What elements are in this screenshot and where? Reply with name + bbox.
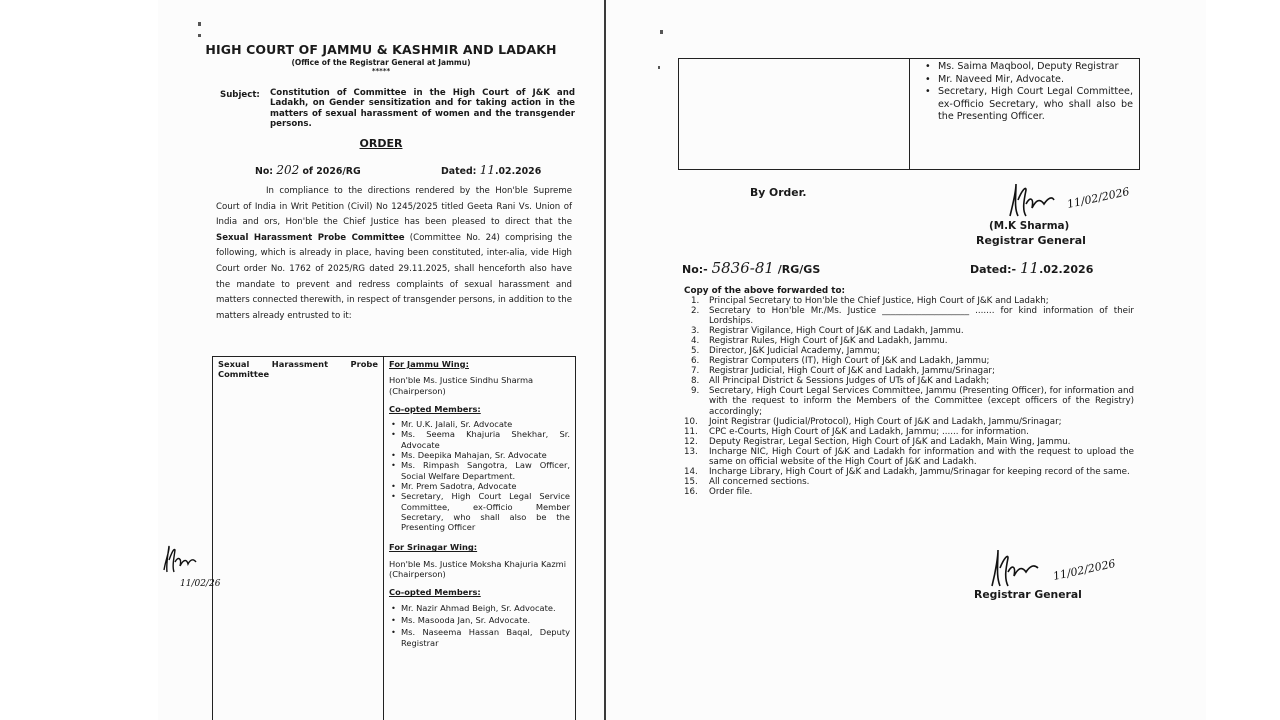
order-no-prefix: No: <box>255 166 274 177</box>
item-text: Registrar Judicial, High Court of J&K and Ladakh, Jammu/Srinagar; <box>709 366 995 377</box>
continued-empty-cell <box>679 59 910 170</box>
item-text: Order file. <box>709 486 753 497</box>
endorsement-no-suffix: /RG/GS <box>777 263 821 276</box>
list-item: • Mr. Naveed Mir, Advocate. <box>938 74 1133 87</box>
margin-initial-date: 11/02/26 <box>180 579 221 589</box>
list-item <box>684 447 1134 467</box>
item-text: Director, J&K Judicial Academy, Jammu; <box>709 346 881 357</box>
item-number: 12. <box>684 436 698 447</box>
item-number: 16. <box>684 486 698 497</box>
item-text: Registrar Rules, High Court of J&K and Ladakh, Jammu. <box>709 336 948 347</box>
list-item: • Secretary, High Court Legal Service Committee, ex-Officio Member Secretary, who shall also be the Presenting Officer <box>401 491 570 532</box>
list-item: • Ms. Masooda Jan, Sr. Advocate. <box>401 615 570 625</box>
signature-date: 11/02/2026 <box>1065 185 1131 211</box>
item-number: 8. <box>691 376 700 387</box>
order-body-paragraph <box>216 184 572 324</box>
item-text: Deputy Registrar, Legal Section, High Court of J&K and Ladakh, Main Wing, Jammu. <box>709 436 1071 447</box>
committee-table <box>212 356 576 720</box>
endorsement-date <box>970 259 1093 277</box>
signature-date-2: 11/02/2026 <box>1051 557 1117 583</box>
coopted-heading-jammu: Co-opted Members: <box>389 403 481 414</box>
stars-separator: ***** <box>371 67 391 75</box>
list-item <box>684 366 1134 376</box>
item-text: All Principal District & Sessions Judges of UTs of J&K and Ladakh; <box>709 376 990 387</box>
item-text: Incharge Library, High Court of J&K and Ladakh, Jammu/Srinagar for keeping record of the same. <box>709 466 1130 477</box>
list-item <box>684 477 1134 487</box>
srinagar-member-list <box>389 603 570 648</box>
copy-forwarded-heading: Copy of the above forwarded to: <box>684 286 846 296</box>
list-item <box>684 306 1134 326</box>
committee-name-cell <box>213 357 384 720</box>
list-item: • Ms. Seema Khajuria Shekhar, Sr. Advocate <box>401 429 570 450</box>
item-number: 1. <box>691 296 700 306</box>
item-number: 6. <box>691 356 700 367</box>
scan-speck <box>198 22 201 26</box>
scan-speck <box>660 30 663 34</box>
item-number: 7. <box>691 366 700 377</box>
subject-text: Constitution of Committee in the High Court of J&K and Ladakh, on Gender sensitization and for taking action in the matters of sexual harassment of women and the transgender persons. <box>270 88 575 130</box>
dated-prefix: Dated: <box>441 166 477 177</box>
order-page-2 <box>606 0 1206 720</box>
recipient-list <box>684 296 1134 497</box>
item-number: 11. <box>684 426 698 437</box>
office-subtitle: (Office of the Registrar General at Jammu) <box>291 58 471 67</box>
para-committee-name: Sexual Harassment Probe Committee <box>216 232 405 243</box>
subject-label: Subject: <box>220 90 260 100</box>
list-item: • Mr. U.K. Jalali, Sr. Advocate <box>401 419 570 429</box>
scan-speck <box>658 66 660 69</box>
para-text-2: (Committee No. 24) comprising the following, which is already in place, having been constituted, inter-alia, vide High Court order No. 1762 of 2025/RG dated 29.11.2025, shall henceforth also have the mandate to prevent and redress complaints of sexual harassment and matters connected therewith, in respect of transgender persons, in addition to the matters already entrusted to it: <box>216 232 572 321</box>
jammu-chairperson: Hon'ble Ms. Justice Sindhu Sharma (Chairperson) <box>389 375 534 396</box>
list-item <box>684 376 1134 386</box>
order-no-handwritten: 202 <box>276 163 300 177</box>
endorsement-dated-prefix: Dated:- <box>970 263 1017 276</box>
item-number: 10. <box>684 416 698 427</box>
item-number: 3. <box>691 326 700 337</box>
list-item <box>684 487 1134 497</box>
endorsement-dated-handwritten: 11 <box>1019 259 1040 277</box>
list-item: • Mr. Prem Sadotra, Advocate <box>401 481 570 491</box>
endorsement-no-handwritten: 5836-81 <box>711 259 774 277</box>
endorsement-number <box>682 259 820 277</box>
dated-handwritten: 11 <box>479 163 495 177</box>
item-number: 9. <box>691 386 700 397</box>
list-item: • Mr. Nazir Ahmad Beigh, Sr. Advocate. <box>401 603 570 613</box>
coopted-heading-srinagar: Co-opted Members: <box>389 587 481 598</box>
item-text: Secretary to Hon'ble Mr./Ms. Justice ____________________ ....... for kind information of their Lordships. <box>709 306 1134 327</box>
committee-members-cell <box>384 357 576 720</box>
list-item <box>684 386 1134 416</box>
item-text: All concerned sections. <box>709 476 810 487</box>
registrar-name: (M.K Sharma) <box>989 220 1070 232</box>
srinagar-chairperson: Hon'ble Ms. Justice Moksha Khajuria Kazmi (Chairperson) <box>389 558 567 580</box>
list-item: • Secretary, High Court Legal Committee, ex-Officio Secretary, who shall also be the Presenting Officer. <box>938 86 1133 124</box>
item-number: 2. <box>691 306 700 317</box>
list-item: • Ms. Deepika Mahajan, Sr. Advocate <box>401 450 570 460</box>
list-item <box>684 296 1134 306</box>
item-text: Registrar Computers (IT), High Court of J&K and Ladakh, Jammu; <box>709 356 990 367</box>
list-item <box>684 467 1134 477</box>
srinagar-wing-heading: For Srinagar Wing: <box>389 542 478 553</box>
order-number <box>255 163 361 177</box>
list-item <box>684 356 1134 366</box>
item-number: 4. <box>691 336 700 347</box>
scan-speck <box>198 34 201 37</box>
list-item: • Ms. Saima Maqbool, Deputy Registrar <box>938 61 1133 74</box>
endorsement-no-prefix: No:- <box>682 263 708 276</box>
item-number: 14. <box>684 466 698 477</box>
list-item <box>684 417 1134 427</box>
item-text: Secretary, High Court Legal Services Committee, Jammu (Presenting Officer), for information and with the request to inform the Members of the Committee (except officers of the Registry) accordingly; <box>709 386 1134 417</box>
list-item <box>684 336 1134 346</box>
order-page-1 <box>158 0 604 720</box>
item-text: Joint Registrar (Judicial/Protocol), High Court of J&K and Ladakh, Jammu/Srinagar; <box>709 416 1062 427</box>
committee-table-continued <box>678 58 1140 170</box>
list-item <box>684 427 1134 437</box>
item-text: Principal Secretary to Hon'ble the Chief Justice, High Court of J&K and Ladakh; <box>709 296 1049 306</box>
item-number: 15. <box>684 476 698 487</box>
item-text: Registrar Vigilance, High Court of J&K and Ladakh, Jammu. <box>709 326 964 337</box>
para-text-1: In compliance to the directions rendered by the Hon'ble Supreme Court of India in Writ Petition (Civil) No 1245/2025 titled Geeta Rani Vs. Union of India and ors, Hon'ble the Chief Justice has been pleased to direct that the <box>216 186 572 228</box>
list-item <box>684 346 1134 356</box>
jammu-wing-heading: For Jammu Wing: <box>389 359 469 369</box>
jammu-member-list <box>389 419 570 532</box>
endorsement-dated-suffix: .02.2026 <box>1039 263 1094 276</box>
list-item: • Ms. Naseema Hassan Baqal, Deputy Registrar <box>401 627 570 648</box>
list-item: • Ms. Rimpash Sangotra, Law Officer, Social Welfare Department. <box>401 460 570 481</box>
committee-name: Sexual Harassment Probe Committee <box>218 359 378 379</box>
order-no-suffix: of 2026/RG <box>302 166 361 177</box>
item-text: Incharge NIC, High Court of J&K and Ladakh for information and with the request to upload the same on official website of the High Court of J&K and Ladakh. <box>709 446 1134 467</box>
by-order-text: By Order. <box>750 186 807 199</box>
order-date <box>441 163 541 177</box>
court-title: HIGH COURT OF JAMMU & KASHMIR AND LADAKH <box>205 42 557 57</box>
continued-member-list <box>924 61 1133 124</box>
item-number: 13. <box>684 446 698 457</box>
margin-signature <box>160 540 221 590</box>
registrar-title: Registrar General <box>976 234 1086 247</box>
registrar-title-2: Registrar General <box>974 588 1082 601</box>
order-heading: ORDER <box>359 137 403 150</box>
item-text: CPC e-Courts, High Court of J&K and Ladakh, Jammu; ...... for information. <box>709 426 1029 437</box>
dated-suffix: .02.2026 <box>494 166 542 177</box>
list-item <box>684 437 1134 447</box>
item-number: 5. <box>691 346 700 357</box>
list-item <box>684 326 1134 336</box>
continued-members-cell <box>910 59 1140 170</box>
